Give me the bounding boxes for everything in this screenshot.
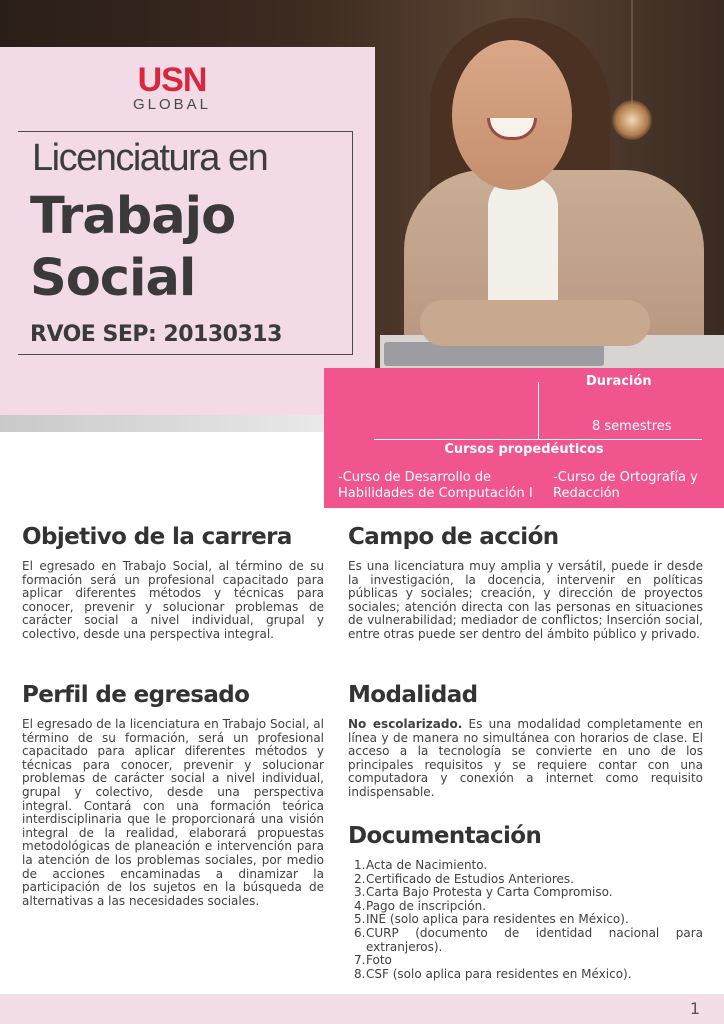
list-text: Certificado de Estudios Anteriores. bbox=[366, 871, 574, 886]
list-text: INE (solo aplica para residentes en México). bbox=[366, 912, 629, 927]
person-shirt bbox=[488, 176, 558, 306]
section-modalidad bbox=[348, 682, 703, 800]
list-number: 1. bbox=[354, 858, 366, 872]
list-number: 5. bbox=[354, 912, 366, 927]
section-title: Modalidad bbox=[348, 682, 478, 708]
list-number: 7. bbox=[354, 953, 366, 968]
list-item bbox=[348, 859, 703, 873]
hero-shadow-strip bbox=[0, 415, 375, 432]
section-title: Documentación bbox=[348, 823, 542, 849]
list-number: 8. bbox=[354, 966, 366, 981]
section-objetivo bbox=[22, 524, 324, 642]
section-title: Campo de acción bbox=[348, 524, 559, 550]
duration-value: 8 semestres bbox=[592, 419, 672, 434]
usn-logo bbox=[112, 63, 232, 113]
list-item bbox=[348, 886, 703, 900]
course-item: -Curso de Desarrollo de Habilidades de Computación I bbox=[338, 470, 533, 501]
list-item bbox=[348, 900, 703, 914]
pendant-lamp bbox=[612, 100, 652, 140]
course-item: -Curso de Ortografía y Redacción bbox=[553, 470, 698, 501]
section-body: El egresado en Trabajo Social, al término de su formación será un profesional capacitado para aplicar diferentes métodos y técnicas para conocer, prevenir y solucionar problemas de carácter social a nivel individual, grupal y colectivo, desde una perspectiva integral. bbox=[22, 559, 324, 641]
lamp-cord bbox=[631, 0, 633, 104]
list-text: CSF (solo aplica para residentes en México). bbox=[366, 966, 632, 981]
page-number: 1 bbox=[689, 999, 700, 1018]
list-text: Carta Bajo Protesta y Carta Compromiso. bbox=[366, 885, 613, 900]
list-item bbox=[348, 927, 703, 954]
section-title: Perfil de egresado bbox=[22, 682, 250, 708]
section-perfil bbox=[22, 682, 324, 908]
list-number: 2. bbox=[354, 871, 366, 886]
info-divider-horizontal bbox=[374, 439, 702, 440]
list-item bbox=[348, 968, 703, 982]
list-number: 6. bbox=[354, 925, 366, 940]
person-face bbox=[452, 40, 572, 190]
section-body bbox=[348, 718, 703, 800]
section-body: Es una licenciatura muy amplia y versátil, puede ir desde la investigación, la docencia, intervenir en políticas públicas y sociales; creación, y dirección de proyectos sociales; atención directa con las personas en situaciones de vulnerabilidad; mediador de conflictos; Inserción social, entre otras puede ser dentro del ámbito público y privado. bbox=[348, 559, 703, 641]
duration-label: Duración bbox=[586, 374, 652, 389]
list-number: 4. bbox=[354, 898, 366, 913]
modality-lead: No escolarizado. bbox=[348, 717, 463, 731]
logo-wordmark: USN bbox=[137, 61, 207, 99]
courses-label: Cursos propedéuticos bbox=[444, 442, 604, 457]
list-text: Pago de inscripción. bbox=[366, 898, 487, 913]
section-body: El egresado de la licenciatura en Trabajo Social, al término de su formación, será un profesional capacitado para aplicar diferentes métodos y técnicas para conocer, prevenir y solucionar problemas de carácter social a nivel individual, grupal y colectivo, desde una perspectiva integral. Contará con una formación teórica interdisciplinaria que le proporcionará una visión integral de la realidad, elaborará propuestas metodológicas de planeación e intervención para la atención de los problemas sociales, por medio de acciones encaminadas a dinamizar la participación de los sujetos en la búsqueda de alternativas a las necesidades sociales. bbox=[22, 717, 324, 908]
modality-text: Es una modalidad completamente en línea y de manera no simultánea con horarios de clase. El acceso a la tecnología se convierte en uno de los principales requisitos y se requiere contar con una computadora y conexión a internet como requisito indispensable. bbox=[348, 717, 703, 799]
list-text: Foto bbox=[366, 953, 392, 968]
logo-tagline: GLOBAL bbox=[132, 96, 212, 113]
list-item bbox=[348, 913, 703, 927]
person-arms bbox=[420, 300, 650, 346]
list-number: 3. bbox=[354, 885, 366, 900]
documents-list bbox=[348, 859, 703, 981]
list-text: CURP (documento de identidad nacional para extranjeros). bbox=[366, 925, 703, 954]
program-info-box bbox=[324, 368, 724, 508]
info-divider-vertical bbox=[538, 382, 539, 439]
list-text: Acta de Nacimiento. bbox=[366, 858, 488, 872]
list-item bbox=[348, 954, 703, 968]
section-documentacion bbox=[348, 823, 703, 981]
program-title-prefix: Licenciatura en bbox=[32, 137, 268, 179]
program-title-line-1: Trabajo bbox=[30, 187, 236, 246]
program-title bbox=[30, 186, 235, 310]
list-item bbox=[348, 873, 703, 887]
page-footer bbox=[0, 994, 724, 1024]
section-campo bbox=[348, 524, 703, 642]
section-title: Objetivo de la carrera bbox=[22, 524, 292, 550]
rvoe-code: RVOE SEP: 20130313 bbox=[30, 322, 282, 347]
program-title-line-2: Social bbox=[30, 249, 196, 308]
